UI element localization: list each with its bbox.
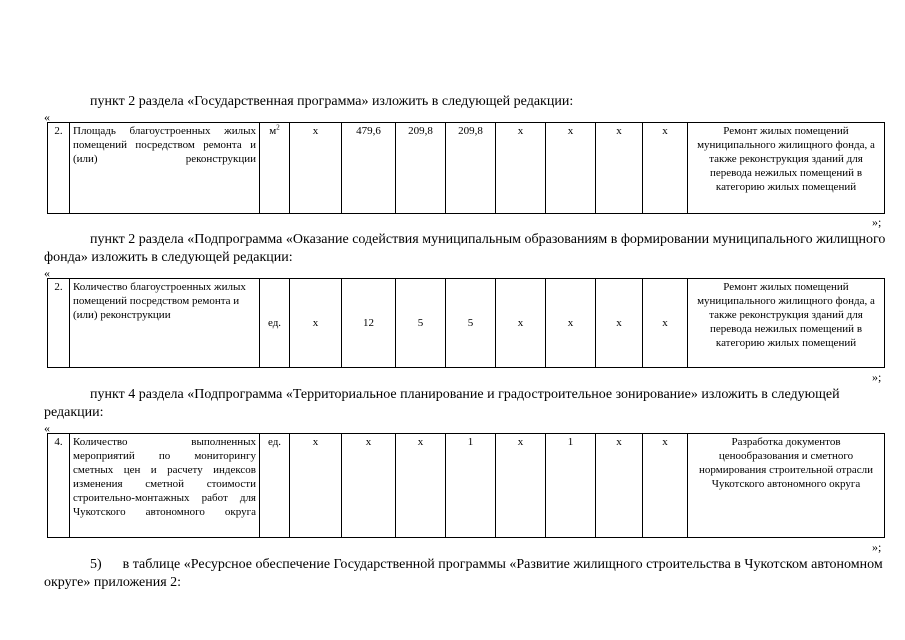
value-cell: 1	[446, 434, 496, 538]
paragraph-1: пункт 2 раздела «Государственная программа» изложить в следующей редакции:	[90, 94, 574, 109]
row-number: 2.	[48, 279, 70, 368]
table-3	[47, 433, 885, 538]
value-cell: 12	[342, 279, 396, 368]
open-quote-1: «	[44, 110, 50, 124]
indicator-name: Количество благоустроенных жилых помещений посредством ремонта и (или) реконструкции	[70, 279, 260, 368]
row-number: 2.	[48, 123, 70, 214]
value-cell: х	[643, 279, 688, 368]
table-2	[47, 278, 885, 368]
open-quote-2: «	[44, 266, 50, 280]
value-cell: х	[643, 434, 688, 538]
paragraph-3: пункт 4 раздела «Подпрограмма «Территориальное планирование и градостроительное зонирование» изложить в следующей редакции:	[44, 387, 840, 420]
row-number: 4.	[48, 434, 70, 538]
table-1	[47, 122, 885, 214]
value-cell: х	[643, 123, 688, 214]
close-quote-3: »;	[872, 540, 882, 554]
value-cell: х	[546, 279, 596, 368]
table-row	[48, 123, 885, 214]
open-quote-3: «	[44, 421, 50, 435]
value-cell: х	[290, 279, 342, 368]
value-cell: х	[396, 434, 446, 538]
value-cell: 1	[546, 434, 596, 538]
close-quote-1: »;	[872, 215, 882, 229]
value-cell: 209,8	[396, 123, 446, 214]
value-cell: х	[290, 434, 342, 538]
paragraph-2: пункт 2 раздела «Подпрограмма «Оказание содействия муниципальным образованиям в формировании муниципального жилищного фонда» изложить в следующей редакции:	[44, 232, 886, 265]
value-cell: 209,8	[446, 123, 496, 214]
unit-cell: ед.	[260, 279, 290, 368]
paragraph-4: 5) в таблице «Ресурсное обеспечение Государственной программы «Развитие жилищного строительства в Чукотском автономном округе» приложения 2:	[44, 557, 883, 590]
note-cell: Ремонт жилых помещений муниципального жилищного фонда, а также реконструкция зданий для перевода нежилых помещений в категорию жилых помещений	[688, 279, 885, 368]
note-cell: Разработка документов ценообразования и сметного нормирования строительной отрасли Чукотского автономного округа	[688, 434, 885, 538]
value-cell: х	[596, 123, 643, 214]
indicator-name: Площадь благоустроенных жилых помещений посредством ремонта и (или) реконструкции	[70, 123, 260, 214]
value-cell: 5	[446, 279, 496, 368]
table-row	[48, 434, 885, 538]
unit-cell: $м^2$	[260, 123, 290, 214]
value-cell: 5	[396, 279, 446, 368]
value-cell: х	[342, 434, 396, 538]
table-row	[48, 279, 885, 368]
value-cell: х	[496, 279, 546, 368]
value-cell: х	[596, 434, 643, 538]
indicator-name: Количество выполненных мероприятий по мониторингу сметных цен и расчету индексов изменения сметной стоимости строительно-монтажных работ для Чукотского автономного округа	[70, 434, 260, 538]
unit-cell: ед.	[260, 434, 290, 538]
value-cell: х	[496, 123, 546, 214]
value-cell: х	[290, 123, 342, 214]
value-cell: 479,6	[342, 123, 396, 214]
note-cell: Ремонт жилых помещений муниципального жилищного фонда, а также реконструкция зданий для перевода нежилых помещений в категорию жилых помещений	[688, 123, 885, 214]
close-quote-2: »;	[872, 370, 882, 384]
value-cell: х	[546, 123, 596, 214]
value-cell: х	[596, 279, 643, 368]
value-cell: х	[496, 434, 546, 538]
